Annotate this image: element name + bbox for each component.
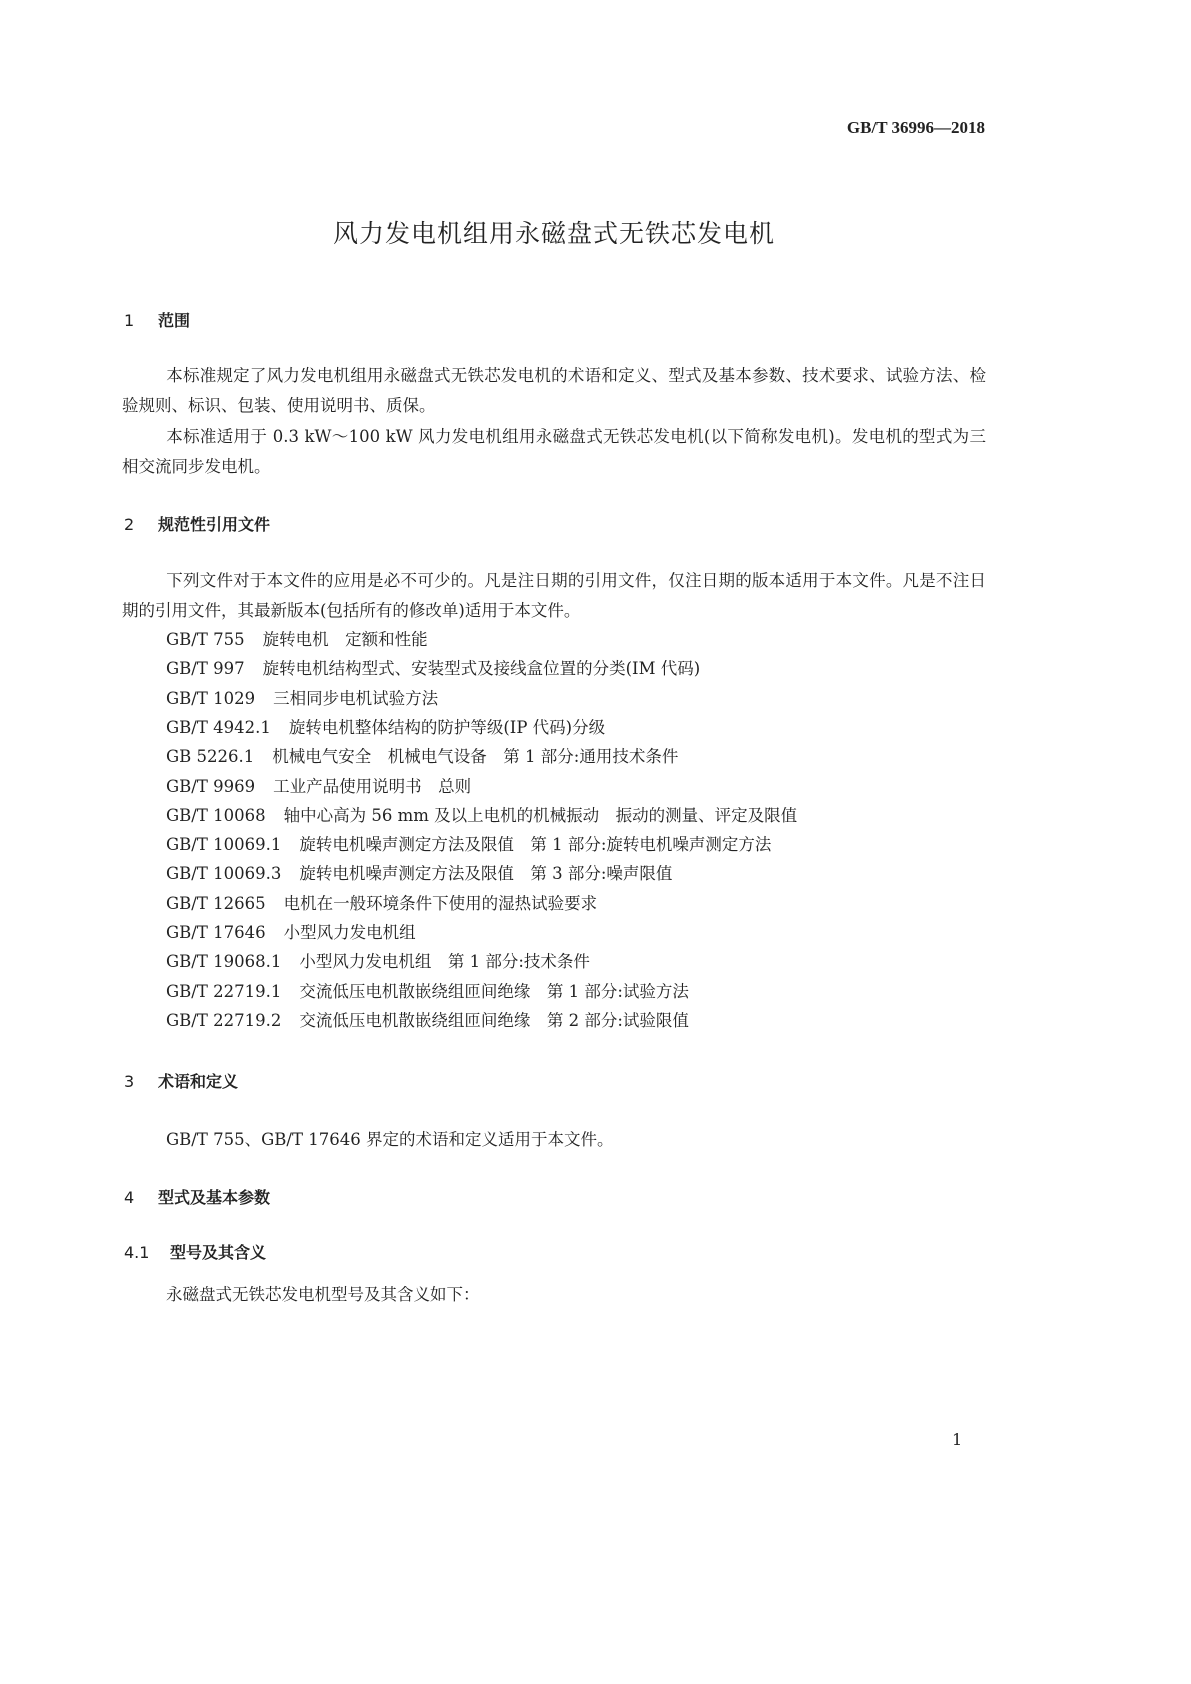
- section-number: 3: [124, 1072, 135, 1091]
- reference-title: 交流低压电机散嵌绕组匝间绝缘 第 1 部分:试验方法: [299, 981, 689, 1001]
- reference-code: GB/T 10068: [166, 805, 266, 825]
- section-number: 4: [124, 1188, 135, 1207]
- reference-code: GB/T 19068.1: [166, 952, 282, 972]
- reference-item: [166, 860, 672, 884]
- section-title: 规范性引用文件: [158, 515, 271, 534]
- reference-item: [166, 890, 597, 914]
- section-title: 型式及基本参数: [158, 1188, 271, 1207]
- reference-item: [166, 626, 428, 650]
- document-title: 风力发电机组用永磁盘式无铁芯发电机: [332, 219, 775, 248]
- subsection-heading-model: [124, 1240, 266, 1263]
- reference-code: GB/T 4942.1: [166, 717, 271, 737]
- section-number: 2: [124, 515, 135, 534]
- page-number: 1: [952, 1430, 963, 1449]
- section-heading-types: [124, 1185, 270, 1208]
- reference-title: 三相同步电机试验方法: [273, 688, 439, 708]
- reference-item: [166, 1007, 689, 1031]
- reference-title: 交流低压电机散嵌绕组匝间绝缘 第 2 部分:试验限值: [299, 1010, 689, 1030]
- reference-title: 旋转电机 定额和性能: [262, 630, 428, 649]
- paragraph: GB/T 755、GB/T 17646 界定的术语和定义适用于本文件。: [166, 1130, 614, 1149]
- reference-item: [166, 919, 416, 943]
- reference-code: GB/T 17646: [166, 923, 266, 942]
- section-title: 术语和定义: [158, 1072, 239, 1091]
- reference-code: GB/T 12665: [166, 893, 266, 913]
- reference-code: GB/T 755: [166, 630, 245, 649]
- paragraph: [122, 422, 986, 481]
- section-heading-normative-references: [124, 512, 270, 535]
- reference-title: 旋转电机噪声测定方法及限值 第 1 部分:旋转电机噪声测定方法: [299, 835, 772, 855]
- reference-item: [166, 802, 797, 826]
- paragraph: [122, 361, 986, 420]
- reference-code: GB/T 22719.2: [166, 1010, 282, 1030]
- reference-item: [166, 948, 590, 972]
- standard-number-header: GB/T 36996—2018: [846, 118, 985, 137]
- reference-code: GB/T 997: [166, 659, 245, 679]
- reference-code: GB/T 9969: [166, 776, 256, 796]
- section-title: 范围: [158, 311, 191, 330]
- reference-title: 电机在一般环境条件下使用的湿热试验要求: [283, 893, 598, 913]
- reference-title: 旋转电机结构型式、安装型式及接线盒位置的分类(IM 代码): [262, 659, 701, 679]
- section-heading-scope: [124, 308, 190, 331]
- paragraph-text: 本标准规定了风力发电机组用永磁盘式无铁芯发电机的术语和定义、型式及基本参数、技术要求、试验方法、检验规则、标识、包装、使用说明书、质保。: [122, 366, 986, 415]
- section-heading-terms: [124, 1069, 238, 1092]
- paragraph-text: 下列文件对于本文件的应用是必不可少的。凡是注日期的引用文件，仅注日期的版本适用于本文件。凡是不注日期的引用文件，其最新版本(包括所有的修改单)适用于本文件。: [122, 571, 986, 620]
- reference-item: [166, 685, 438, 709]
- section-number: 1: [124, 311, 135, 330]
- paragraph: 永磁盘式无铁芯发电机型号及其含义如下：: [166, 1285, 480, 1304]
- section-number: 4.1: [124, 1243, 150, 1262]
- paragraph-text: 本标准适用于 0.3 kW～100 kW 风力发电机组用永磁盘式无铁芯发电机(以下简称发电机)。发电机的型式为三相交流同步发电机。: [122, 427, 986, 476]
- reference-code: GB/T 10069.3: [166, 864, 282, 884]
- reference-item: [166, 831, 771, 855]
- reference-item: [166, 978, 689, 1002]
- reference-item: [166, 743, 678, 767]
- reference-item: [166, 714, 605, 738]
- reference-code: GB/T 1029: [166, 688, 256, 708]
- reference-item: [166, 773, 471, 797]
- reference-code: GB 5226.1: [166, 747, 255, 767]
- reference-title: 轴中心高为 56 mm 及以上电机的机械振动 振动的测量、评定及限值: [283, 805, 798, 825]
- reference-item: [166, 655, 700, 679]
- section-title: 型号及其含义: [170, 1243, 267, 1262]
- reference-title: 小型风力发电机组: [283, 923, 416, 942]
- reference-code: GB/T 10069.1: [166, 835, 282, 855]
- reference-title: 小型风力发电机组 第 1 部分:技术条件: [299, 952, 590, 972]
- reference-title: 机械电气安全 机械电气设备 第 1 部分:通用技术条件: [272, 747, 679, 767]
- reference-title: 旋转电机噪声测定方法及限值 第 3 部分:噪声限值: [299, 864, 673, 884]
- reference-title: 工业产品使用说明书 总则: [273, 776, 472, 796]
- reference-title: 旋转电机整体结构的防护等级(IP 代码)分级: [288, 717, 606, 737]
- paragraph: [122, 566, 986, 625]
- reference-code: GB/T 22719.1: [166, 981, 282, 1001]
